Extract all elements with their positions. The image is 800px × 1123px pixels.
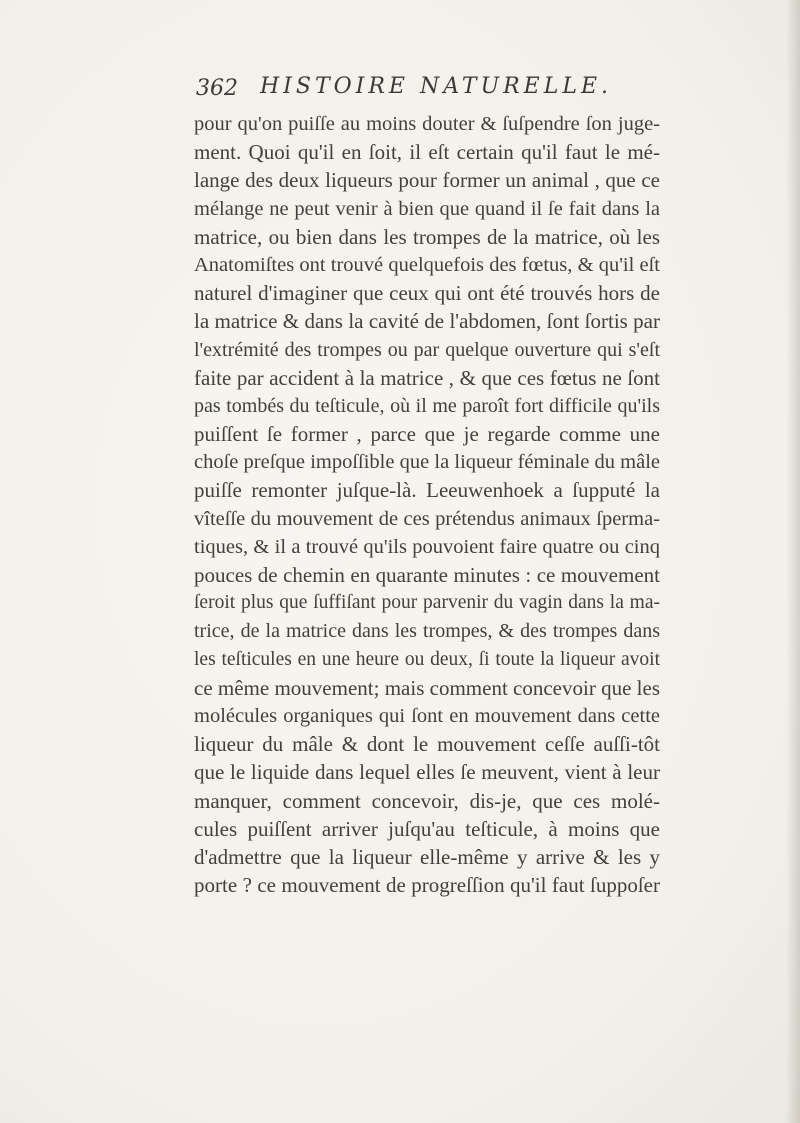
text-line: mélange ne peut venir à bien que quand il ſe fait dans la xyxy=(194,197,660,220)
text-line: puiſſent ſe former , parce que je regarde comme une xyxy=(194,422,660,447)
text-line: tiques, & il a trouvé qu'ils pouvoient faire quatre ou cinq xyxy=(194,535,660,558)
text-line: liqueur du mâle & dont le mouvement ceſſe auſſi-tôt xyxy=(194,732,660,757)
text-line: ce même mouvement; mais comment concevoir que les xyxy=(194,675,660,700)
text-line: faite par accident à la matrice , & que ces fœtus ne ſont xyxy=(194,365,660,390)
text-line: ſeroit plus que ſuffiſant pour parvenir du vagin dans la ma- xyxy=(194,592,660,614)
running-title: HISTOIRE NATURELLE. xyxy=(260,74,613,99)
text-line: pour qu'on puiſſe au moins douter & ſuſpendre ſon juge- xyxy=(194,113,660,135)
text-line: la matrice & dans la cavité de l'abdomen, ſont ſortis par xyxy=(194,309,660,334)
text-line: l'extrémité des trompes ou par quelque ouverture qui s'eſt xyxy=(194,338,660,361)
text-line: naturel d'imaginer que ceux qui ont été trouvés hors de xyxy=(194,281,660,306)
text-line: manquer, comment concevoir, dis-je, que ces molé- xyxy=(194,788,660,813)
text-line: porte ? ce mouvement de progreſſion qu'il faut ſuppoſer xyxy=(194,873,660,898)
page-edge-shadow xyxy=(786,0,800,1123)
text-line: cules puiſſent arriver juſqu'au teſticule, à moins que xyxy=(194,816,660,841)
text-line: molécules organiques qui ſont en mouvement dans cette xyxy=(194,704,660,727)
text-line: matrice, ou bien dans les trompes de la matrice, où les xyxy=(194,224,660,249)
text-line: Anatomiſtes ont trouvé quelquefois des fœtus, & qu'il eſt xyxy=(194,253,660,276)
text-line: vîteſſe du mouvement de ces prétendus animaux ſperma- xyxy=(194,507,660,530)
text-line: ment. Quoi qu'il en ſoit, il eſt certain qu'il faut le mé- xyxy=(194,140,660,165)
text-line: puiſſe remonter juſque-là. Leeuwenhoek a ſupputé la xyxy=(194,478,660,503)
text-line: d'admettre que la liqueur elle-même y arrive & les y xyxy=(194,844,660,869)
text-line: choſe preſque impoſſible que la liqueur féminale du mâle xyxy=(194,451,660,474)
text-line: lange des deux liqueurs pour former un animal , que ce xyxy=(194,168,660,193)
text-line: pouces de chemin en quarante minutes : ce mouvement xyxy=(194,563,660,587)
text-line: les teſticules en une heure ou deux, ſi toute la liqueur avoit xyxy=(194,648,660,670)
text-line: trice, de la matrice dans les trompes, & des trompes dans xyxy=(194,620,660,643)
text-line: que le liquide dans lequel elles ſe meuvent, vient à leur xyxy=(194,760,660,785)
text-line: pas tombés du teſticule, où il me paroît fort difficile qu'ils xyxy=(194,394,660,417)
page-number: 362 xyxy=(196,76,238,101)
body-text xyxy=(194,110,660,899)
